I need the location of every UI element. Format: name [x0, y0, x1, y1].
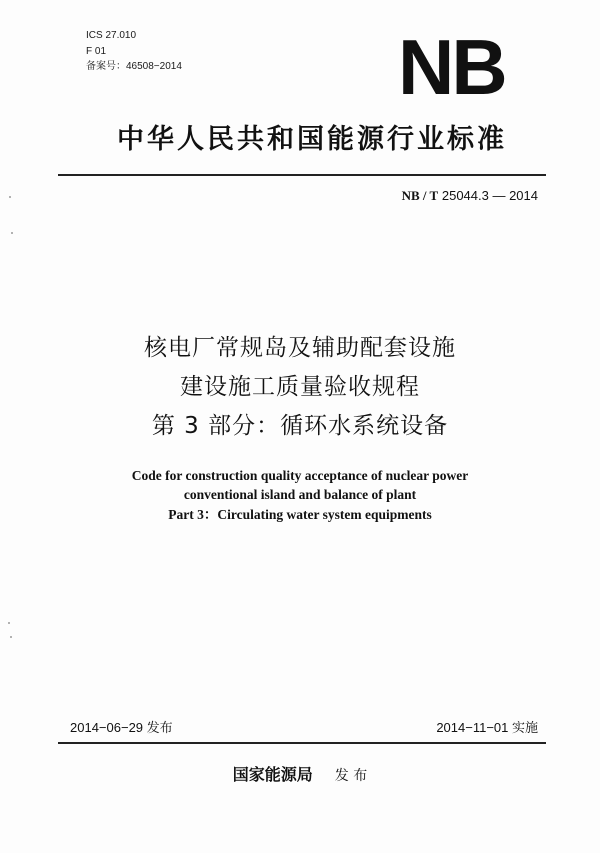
standard-prefix: NB / T: [401, 188, 439, 203]
scan-speck: [10, 636, 12, 638]
en-title-line-2: conventional island and balance of plant: [183, 487, 417, 502]
cn-title-line-2: 建设施工质量验收规程: [180, 374, 420, 400]
record-number: 备案号：46508−2014: [86, 61, 182, 72]
bottom-divider: [58, 742, 546, 744]
publisher-name: 国家能源局: [232, 765, 313, 784]
nb-logo: NB: [398, 23, 505, 111]
organization-title: 中华人民共和国能源行业标准: [117, 124, 507, 155]
implementation-date: 2014−11−01 实施: [436, 720, 538, 735]
scan-speck: [8, 622, 10, 624]
en-title-line-3: Part 3：Circulating water system equipments: [168, 507, 432, 522]
ics-code: ICS 27.010: [86, 30, 137, 41]
issue-date: 2014−06−29 发布: [70, 720, 173, 735]
scan-speck: [11, 232, 13, 234]
cn-title-line-1: 核电厂常规岛及辅助配套设施: [144, 335, 456, 361]
top-divider: [58, 174, 546, 176]
cn-title-line-3: 第 3 部分：循环水系统设备: [151, 413, 449, 439]
standard-code: 25044.3 — 2014: [441, 188, 538, 203]
publisher-verb: 发 布: [334, 768, 368, 784]
classification-code: F 01: [86, 46, 107, 57]
scan-speck: [9, 196, 11, 198]
en-title-line-1: Code for construction quality acceptance of nuclear power: [131, 468, 469, 483]
standard-number: [402, 186, 538, 206]
publisher-line: [40, 763, 560, 788]
